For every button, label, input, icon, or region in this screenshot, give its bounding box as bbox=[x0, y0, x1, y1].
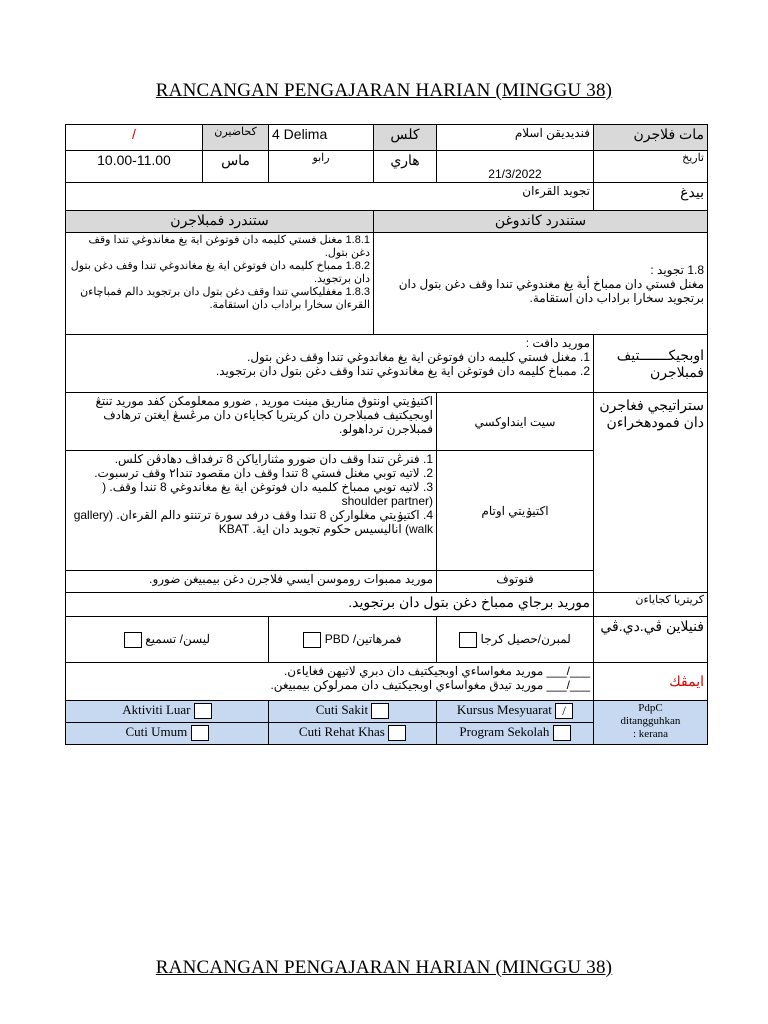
pdpc-option-label: Kursus Mesyuarat bbox=[456, 702, 552, 717]
closing-label: فنوتوف bbox=[437, 571, 594, 593]
main-activity-item: 3. لاتيه توبي ممباخ كلميه دان فوتوغن اية يغ مغاندوغي 8 تندا وقف. ( (shoulder partner bbox=[102, 480, 433, 508]
reflection-lines bbox=[66, 663, 594, 701]
success-criteria-label: كريتريا كجاياءن bbox=[594, 593, 708, 617]
page-title-next: RANCANGAN PENGAJARAN HARIAN (MINGGU 38) bbox=[155, 957, 613, 978]
objectives-content bbox=[66, 335, 594, 393]
reflection-line: ___/___ موريد مغواساءي اوبجيكتيف دان دبري لاتيهن فغاياءن. bbox=[283, 664, 590, 678]
field-value: تجويد القرءان bbox=[66, 183, 594, 211]
assessment-option bbox=[437, 617, 594, 663]
learning-standard-item: 1.8.2 ممباخ كليمه دان فوتوغن اية يغ مغاندوغي تندا وقف دغن بتول دان برتجويد. bbox=[70, 260, 370, 285]
class-value: 4 Delima bbox=[269, 125, 374, 151]
pdpc-checkbox[interactable] bbox=[388, 725, 406, 741]
pdpc-checkbox[interactable] bbox=[553, 725, 571, 741]
page-title: RANCANGAN PENGAJARAN HARIAN (MINGGU 38) bbox=[155, 80, 613, 101]
field-label: بيدغ bbox=[594, 183, 708, 211]
main-activity-item: 1. فنرڠن تندا وقف دان ضورو مثناراياكن 8 ترفداڤ دهادڤن كلس. bbox=[114, 452, 433, 466]
main-activity-label: اكتيۏيتي اوتام bbox=[437, 451, 594, 571]
reflection-label: ايمڤك bbox=[594, 663, 708, 701]
pdpc-checkbox[interactable] bbox=[371, 703, 389, 719]
learning-standard-item: 1.8.1 مغنل فستي كليمه دان فوتوغن اية يغ مغاندوغي تندا وقف دغن بتول. bbox=[88, 234, 370, 259]
success-criteria-text: موريد برجاي ممباخ دغن بتول دان برتجويد. bbox=[66, 593, 594, 617]
set-induction-text: اكتيۏيتي اونتوق مناريق مينت موريد , ضورو ممعلومكن كفد موريد تنتڠ اوبجيكتيف فمبلاجرن دان كريتريا كجاياءن دان مرڠسڠ ايغتن ترهادف فمبلاجرن ترداهولو. bbox=[66, 393, 437, 451]
assessment-checkbox[interactable] bbox=[303, 632, 321, 648]
time-value: 10.00-11.00 bbox=[66, 151, 203, 183]
pdpc-option bbox=[437, 723, 594, 745]
assessment-checkbox[interactable] bbox=[124, 632, 142, 648]
day-label: هاري bbox=[374, 151, 437, 183]
assessment-option bbox=[66, 617, 269, 663]
class-label: كلس bbox=[374, 125, 437, 151]
set-induction-label: سيت اينداوكسي bbox=[437, 393, 594, 451]
objective-item: 2. ممباخ كليمه دان فوتوغن اية يغ مغاندوغي تندا وقف دغن بتول دان برتجويد. bbox=[215, 364, 590, 378]
pdpc-option bbox=[269, 723, 437, 745]
pdpc-checkbox[interactable]: / bbox=[555, 703, 573, 719]
assessment-option-label: لمبرن/حصيل كرجا bbox=[480, 631, 571, 646]
pdpc-option bbox=[437, 701, 594, 723]
main-activity-item: 4. اكتيۏيتي مغلواركن 8 تندا وقف درفد سورة ترتنتو دالم القرءان. (gallery walk) اناليسيس حكوم تجويد دان اية. KBAT bbox=[73, 508, 433, 536]
reflection-line: ___/___ موريد تيدق مغواساءي اوبجيكتيف دان ممرلوكن بيمبيغن. bbox=[270, 678, 590, 692]
pdpc-checkbox[interactable] bbox=[191, 725, 209, 741]
pdpc-checkbox[interactable] bbox=[194, 703, 212, 719]
subject-value: فنديديقن اسلام bbox=[437, 125, 594, 151]
closing-text: موريد ممبوات روموسن ايسي فلاجرن دغن بيمبيغن ضورو. bbox=[66, 571, 437, 593]
main-activity-list bbox=[66, 451, 437, 571]
learning-standard-item: 1.8.3 مغفليكاسي تندا وقف دغن بتول دان برتجويد دالم فمباچاءن القرءان سخارا براداب دان استقامة. bbox=[80, 286, 370, 311]
content-standard-text: مغنل فستي دان ممباخ أية يغ مغندوغي تندا وقف دغن بتول دان برتجويد سخارا براداب دان استقامة. bbox=[398, 276, 704, 305]
strategy-label: ستراتيجي فغاجرن دان فمودهخراءن bbox=[594, 393, 708, 593]
pdpc-option-label: Cuti Umum bbox=[125, 724, 188, 739]
pdpc-label: PdpC ditangguhkan : kerana bbox=[594, 701, 708, 745]
pdpc-option bbox=[66, 701, 269, 723]
lesson-plan-table bbox=[65, 124, 708, 745]
assessment-label: فنيلاين ڤي.دي.ڤي bbox=[594, 617, 708, 663]
assessment-option-label: ليسن/ تسميع bbox=[145, 631, 211, 646]
content-standard bbox=[374, 233, 708, 335]
assessment-checkbox[interactable] bbox=[459, 632, 477, 648]
subject-label: مات فلاجرن bbox=[594, 125, 708, 151]
content-standard-header: ستندرد كاندوغن bbox=[374, 211, 708, 233]
date-value: 21/3/2022 bbox=[437, 151, 594, 183]
learning-standard-list bbox=[66, 233, 374, 335]
day-value: رابو bbox=[269, 151, 374, 183]
pdpc-option-label: Aktiviti Luar bbox=[122, 702, 191, 717]
pdpc-option-label: Cuti Rehat Khas bbox=[298, 724, 385, 739]
pdpc-option-label: Cuti Sakit bbox=[315, 702, 369, 717]
content-standard-number: 1.8 تجويد : bbox=[650, 262, 704, 277]
objective-item: 1. مغنل فستي كليمه دان فوتوغن اية يغ مغاندوغي تندا وقف دغن بتول. bbox=[246, 350, 590, 364]
attendance-label: كحاضيرن bbox=[203, 125, 269, 151]
date-label: تاريخ bbox=[594, 151, 708, 183]
assessment-option bbox=[269, 617, 437, 663]
attendance-value: / bbox=[66, 125, 203, 151]
pdpc-option bbox=[66, 723, 269, 745]
pdpc-option bbox=[269, 701, 437, 723]
pdpc-option-label: Program Sekolah bbox=[459, 724, 550, 739]
objectives-intro: موريد دافت : bbox=[525, 336, 590, 350]
learning-standard-header: ستندرد فمبلاجرن bbox=[66, 211, 374, 233]
time-label: ماس bbox=[203, 151, 269, 183]
assessment-option-label: فمرهاتين/ PBD bbox=[324, 631, 402, 646]
objectives-label: اوبجيكـــــــتيف فمبلاجرن bbox=[594, 335, 708, 393]
main-activity-item: 2. لاتيه توبي مغنل فستي 8 تندا وقف دان مقصود تندا٢ وقف ترسبوت. bbox=[94, 466, 433, 480]
